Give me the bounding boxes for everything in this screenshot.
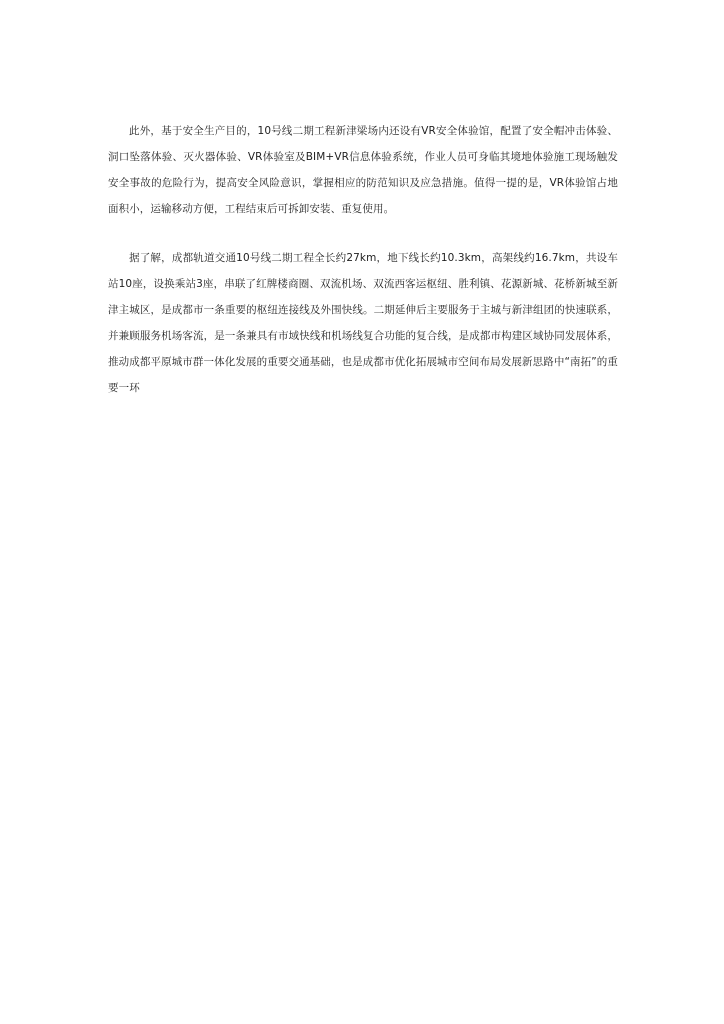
document-page (108, 118, 618, 401)
paragraph-vr-safety-hall: 此外，基于安全生产目的，10号线二期工程新津梁场内还设有VR安全体验馆，配置了安全帽冲击体验、洞口坠落体验、灭火器体验、VR体验室及BIM+VR信息体验系统，作业人员可身临其境地体验施工现场触发安全事故的危险行为，提高安全风险意识，掌握相应的防范知识及应急措施。值得一提的是，VR体验馆占地面积小，运输移动方便，工程结束后可拆卸安装、重复使用。 (108, 125, 618, 215)
paragraph-line10-overview: 据了解，成都轨道交通10号线二期工程全长约27km，地下线长约10.3km，高架线约16.7km，共设车站10座，设换乘站3座，串联了红牌楼商圈、双流机场、双流西客运枢纽、胜利镇、花源新城、花桥新城至新津主城区，是成都市一条重要的枢纽连接线及外围快线。二期延伸后主要服务于主城与新津组团的快速联系，并兼顾服务机场客流，是一条兼具有市域快线和机场线复合功能的复合线，是成都市构建区域协同发展体系，推动成都平原城市群一体化发展的重要交通基础，也是成都市优化拓展城市空间布局发展新思路中“南拓”的重要一环 (108, 252, 618, 394)
